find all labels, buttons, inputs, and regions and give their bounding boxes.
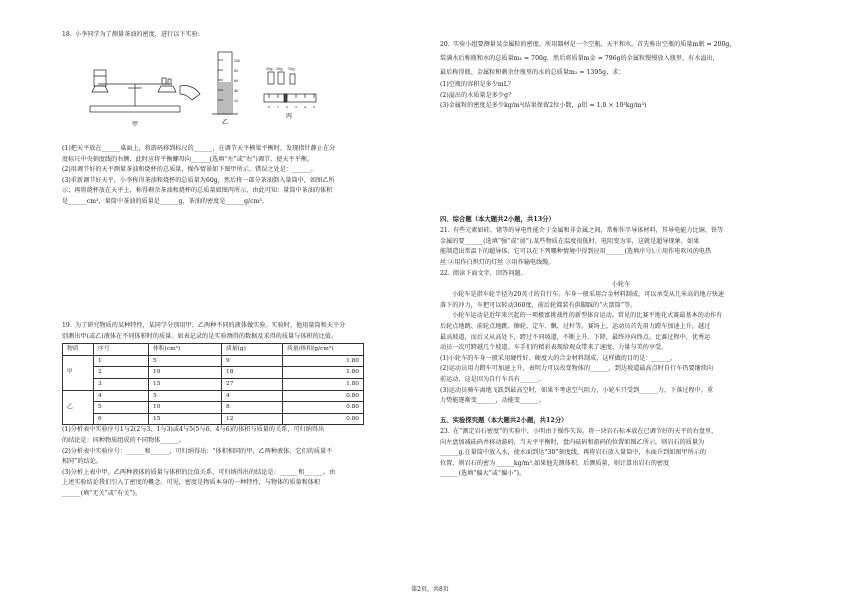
density-table [62,343,364,425]
q20-line-5: (2)溢出的水质量是多少g？ [440,91,515,99]
table-cell: 18 [222,367,283,379]
table-header-cell: 质量/体积(g/cm³) [283,344,364,356]
q22-para-1: 小轮车是指车轮半径为20英寸的自行车。车身一般采用合金材料制成，可以承受从几米高的地方快速 [452,291,725,299]
table-header-cell: 体积(cm³) [149,344,222,356]
table-cell: 10 [149,402,222,414]
q22-para-2: 落下的冲力，车把可以转动360度，前后轮都装有供脚踩的“火箭筒”等。 [440,301,637,309]
fig-label-yi: 乙 [222,119,229,126]
table-cell: 1.80 [283,378,364,390]
q18-line-5: 示；再将烧杯放在天平上，称得剩余茶油和烧杯的总质量如图丙所示，由此可知：量筒中茶油的体积 [62,187,333,195]
q18-figure-drawing [88,48,328,130]
table-cell: 5 [149,355,222,367]
table-header-cell: 序号 [94,344,149,356]
q20-line-7: (3)金属粒的密度是多少kg/m³(结果保留2位小数，ρ铝 = 1.0 × 10³kg/m³) [440,102,647,110]
table-cell: 15 [149,413,222,425]
q23-line-1: 23. 在“测定岩石密度”的实验中，小明由于操作失误，将一块岩石标本放在已调节好的天平的右盘里， [440,428,718,435]
section-4 [440,215,802,226]
table-cell: 15 [149,378,222,390]
cyl-mark-80: 80 [234,69,239,73]
cyl-mark-100: 100 [234,59,241,63]
table-row [63,413,364,425]
q19-line-4: 相同”的结论。 [62,458,103,466]
weight-label-2: 20g [276,67,283,71]
table-header-cell: 物质 [63,344,94,356]
balance-illustration [90,70,200,112]
q18-line-3: (2)用调节好的天平测量茶油和烧杯的总质量，操作情景如下图甲所示，错误之处是：______。 [62,166,317,174]
table-row [63,367,364,379]
q22-para-5: 最高坡道，而后又从高处下，跨过不同坡道，不断上升、下降，最终冲向终点。比赛过程中，优秀运 [440,333,711,341]
q18-line-1: (1)把天平放在______桌面上，将游码移到标尺的______，在调节天平横梁平衡时，发现指针静止在分 [62,145,336,152]
cyl-mark-20: 20 [234,99,239,103]
table-row [63,402,364,414]
q19-line-6: 上述实验结论我们引入了密度的概念。可见，密度是物质本身的一种特性，与物体的质量和体积 [62,479,321,487]
table-header-row [63,344,364,356]
table-row [63,355,364,367]
q23-line-5: ______(选填“偏大”或“偏小”)。 [440,470,526,478]
q22-sub-2b: 前运动，这是因为自行车具有______。 [440,375,545,383]
table-cell: 5 [149,390,222,402]
q22-sub-2: (2)运动员用力蹬车可加速上升，表明力可以改变物体的______，到达坡道最高点时自行车仍要继续向 [440,365,714,373]
section-4-title: 四、综合题（本大题共2小题，共13分） [440,216,555,223]
q22-para-3: 小轮车运动是近年来兴起的一项极富挑战性的新型体育运动。常见的比赛平地花式赛最基本的动作有 [452,312,723,320]
q18-line-2: 度标尺中央刻度线的右侧，此时应将平衡螺母向______(选填“左”或“右”)调节，使天平平衡。 [62,155,314,163]
scale-mark-1: 1 [277,105,279,109]
fig-label-jia: 甲 [132,121,139,128]
table-cell: 4 [222,390,283,402]
q23-line-2: 向左盘加减砝码并移动游码，当天平平衡时，盘内砝码和游码的位置如图乙所示，则岩石的质量为 [440,438,705,446]
table-row [63,390,364,402]
weight-label-1: 20g [266,67,273,71]
q22-intro: 22. 阅读下面文字，回答问题。 [440,270,527,277]
table-cell: 27 [222,378,283,390]
q19-line-5: (3)分析上表中甲、乙两种液体的质量与体积的比值关系，可归纳得出的结论是：______和______。由 [62,468,336,476]
q22-para-6: 动员一次可跨越几个坡道。车手们的精彩表现给观众带来了速度、力量与美的享受。 [440,344,668,352]
section-5-title: 五、实验探究题（本大题共2小题，共12分） [440,417,568,424]
q22-sub-3b: 力势能逐渐变______，动能变______。 [440,397,545,405]
substance-cell: 乙 [63,390,94,425]
q18-title: 18. 小李同学为了测量茶油的密度，进行以下实验: [62,31,200,38]
q18-subquestions [62,144,424,208]
weight-label-3: 10g [288,67,295,71]
cyl-mark-60: 60 [234,79,239,83]
q18-figure [88,48,328,130]
weights-and-scale-illustration [264,72,316,102]
q21-line-4: 丝 ②用作白炽灯的灯丝 ③用作输电线缆。 [440,258,555,266]
question-20 [440,38,802,112]
table-cell: 0.80 [283,402,364,414]
q19-intro-2: 别测出甲(或乙)液体在不同体积时的质量。如表记录的是实验测得的数据及求得的质量与体积的比值。 [62,332,338,340]
scale-mark-2: 2 [286,105,288,109]
table-cell: 1.80 [283,355,364,367]
scale-mark-5: 5 [313,105,315,109]
table-cell: 0.80 [283,413,364,425]
page-footer: 第2页，共8页 [411,586,449,593]
scale-mark-4: 4 [304,105,306,109]
q23-line-4: 位置，则岩石的密为______kg/m³.如果他先测体积，后测质量，则计算出岩石的密度 [440,459,670,467]
fig-label-bing: 丙 [286,113,293,120]
q21-line-3: 能制造出常温下的超导体，它可以在下列哪种情境中得到应用______(选填序号).①用作电吹风的电热 [440,248,712,256]
q19-line-7: ______(填“无关”或“有关”)。 [62,489,142,497]
table-cell: 1.80 [283,367,364,379]
q22-sub-1: (1)小轮车的车身一般采用硬性好、硬度大的合金材料制成，这样做的目的是：______。 [440,354,677,362]
q22-subtitle: 小轮车 [611,280,631,288]
q21-line-2: 金属的要______(选填“强”或“弱”).某些物质在温度很低时，电阻变为零，这就是超导现象。如果 [440,237,700,245]
table-cell: 5 [94,402,149,414]
table-header-cell: 质量(g) [222,344,283,356]
q18-line-4: (3)重新调节好天平，小李称得茶油和烧杯的总质量为60g，然后将一部分茶油倒入量筒中，如图乙所 [62,176,335,184]
q19-line-3: (2)分析表中实验序号：______和______，可归纳得出：“体积相同的甲、乙两种液体，它们的质量不 [62,447,333,455]
q19-intro-1: 19. 为了研究物质的某种特性，某同学分别用甲、乙两种不同的液体做实验。实验时，他用量筒和天平分 [62,322,346,329]
q20-line-2: 装满水后称瓶和水的总质量m₁ = 700g，然后将质量m金 = 796g的金属粒慢慢放入瓶里，有水溢出， [440,55,719,62]
table-cell: 1 [94,355,149,367]
table-cell: 2 [94,367,149,379]
table-cell: 9 [222,355,283,367]
q20-line-4: (1)空瓶的容积是多少mL？ [440,81,515,88]
table-row [63,378,364,390]
q22-para-4: 后轮点地跳、前轮点地跳、擦轮、定车、飘、过杆等。赛场上，运动员首先用力蹬车加速上升，越过 [440,322,711,330]
question-23 [440,427,802,480]
table-cell: 8 [222,402,283,414]
question-19 [62,321,424,500]
q20-line-1: 20. 实验小组要测量某金属粒的密度，所用器材是一个空瓶、天平和水。首先称出空瓶的质量m瓶 = 200g， [440,41,736,48]
q18-line-6: 是______cm³，量筒中茶油的质量是______g，茶油的密度是______g/cm³。 [62,197,269,205]
section-5 [440,416,802,427]
question-22 [440,269,802,407]
q22-sub-3: (3)运动员骑车离地飞跃到最高空时，如果不考虑空气阻力，小轮车只受到______力，下落过程中，重 [440,386,714,394]
table-cell: 12 [222,413,283,425]
q21-line-1: 21. 有些元素如硅、锗等的导电性能介于金属和非金属之间，常称作半导体材料，其导电能力比铜、铁等 [440,227,724,234]
table-cell: 4 [94,390,149,402]
table-cell: 3 [94,378,149,390]
q19-line-2: 的结论是：同种物质组成的不同物体______。 [62,436,186,444]
table-cell: 6 [94,413,149,425]
table-cell: 0.80 [283,390,364,402]
question-21 [440,226,802,268]
substance-cell: 甲 [63,355,94,390]
scale-mark-3: 3 [295,105,297,109]
q23-line-3: ______g.在量筒中放入水，使水面到达“30”刻度线，再将岩石放入量筒中，水面升到如图甲所示的 [440,449,707,457]
question-18 [62,30,424,205]
q19-line-1: (1)分析表中实验序号1与2(2与3、1与3)或4与5(5与6、4与6)的体积与质量的关系，可归纳得出 [62,426,325,434]
scale-mark-0: 0 [268,105,270,109]
q20-line-3: 最后称得瓶、金属粒和剩余住瓶里的水的总质量m₂ = 1395g，求： [440,69,625,76]
table-cell: 10 [149,367,222,379]
cyl-mark-40: 40 [234,89,239,93]
